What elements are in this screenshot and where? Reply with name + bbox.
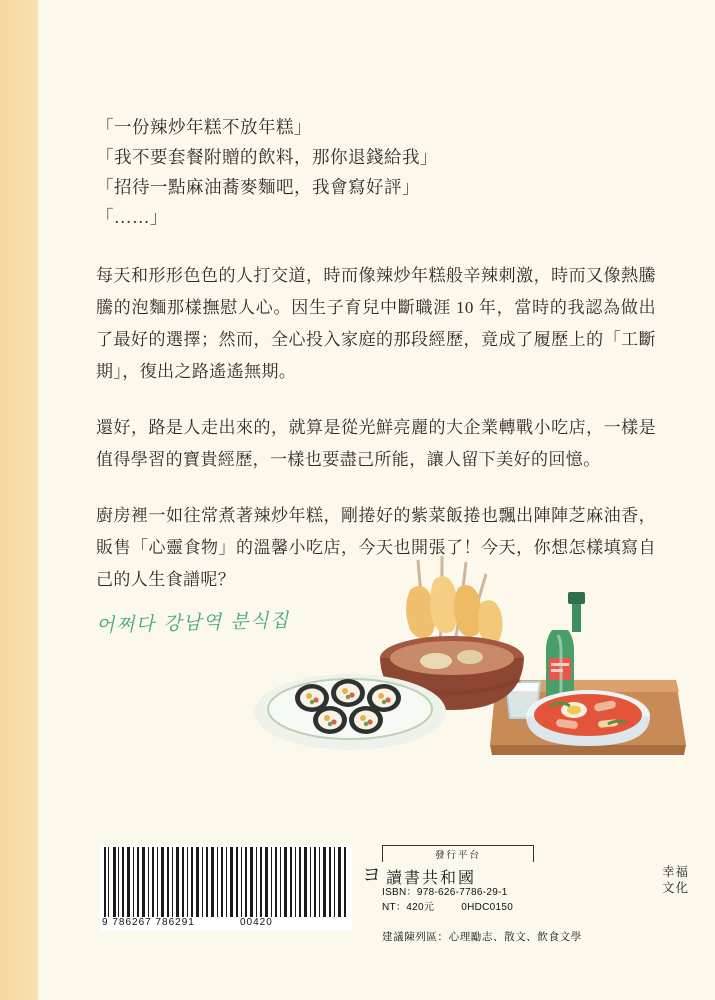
book-back-cover: [38, 0, 715, 1000]
barcode-bars: [104, 847, 348, 917]
barcode-digits-right: 00420: [240, 917, 273, 928]
isbn-text: ISBN：978-626-7786-29-1: [382, 887, 508, 898]
barcode-digits-left: 9 786267 786291: [102, 917, 195, 928]
cover-text-block: [96, 112, 656, 596]
book-code-text: 0HDC0150: [461, 902, 514, 913]
food-illustration: [238, 530, 698, 790]
blurb-paragraph-3: 廚房裡一如往常煮著辣炒年糕，剛捲好的紫菜飯捲也飄出陣陣芝麻油香，販售「心靈食物」的溫馨小吃店，今天也開張了！今天，你想怎樣填寫自己的人生食譜呢？: [96, 506, 656, 589]
isbn-barcode: [100, 845, 352, 931]
gimbap-plate-icon: [254, 674, 446, 750]
cover-side-band: [0, 0, 38, 1000]
imprint-block: [100, 845, 700, 950]
tteokbokki-bowl-icon: [526, 690, 650, 746]
handwritten-korean-title: 어쩌다 강남역 분식집: [95, 609, 291, 637]
shelf-category: 建議陳列區：心理勵志、散文、飲食文學: [382, 932, 582, 943]
quote-line-4: 「……」: [96, 207, 168, 228]
imprint-brand: 幸福 文化: [662, 865, 690, 895]
price-text: NT：420元: [382, 902, 435, 913]
quote-list: [96, 112, 656, 232]
quote-line-2: 「我不要套餐附贈的飲料，那你退錢給我」: [96, 147, 438, 168]
quote-line-1: 「一份辣炒年糕不放年糕」: [96, 117, 312, 137]
price-and-code-row: [382, 900, 537, 915]
publisher-block: [362, 845, 715, 943]
blurb-paragraph-1: 每天和形形色色的人打交道，時而像辣炒年糕般辛辣刺激，時而又像熱騰騰的泡麵那樣撫慰人心。因生子育兒中斷職涯 10 年，當時的我認為做出了最好的選擇；然而，全心投入家庭的那段經歷，竟成了履歷上的「工斷期」，復出之路遙遙無期。: [96, 266, 656, 382]
blurb-paragraph-2: 還好，路是人走出來的，就算是從光鮮亮麗的大企業轉戰小吃店，一樣是值得學習的寶貴經歷，一樣也要盡己所能，讓人留下美好的回憶。: [96, 418, 656, 470]
book-meta: [382, 885, 537, 915]
publisher-logo-icon: ヨ: [362, 864, 382, 886]
publisher-name: 讀書共和國: [386, 870, 477, 887]
platform-label: 發行平台: [382, 845, 534, 862]
quote-line-3: 「招待一點麻油蕎麥麵吧，我會寫好評」: [96, 177, 420, 198]
